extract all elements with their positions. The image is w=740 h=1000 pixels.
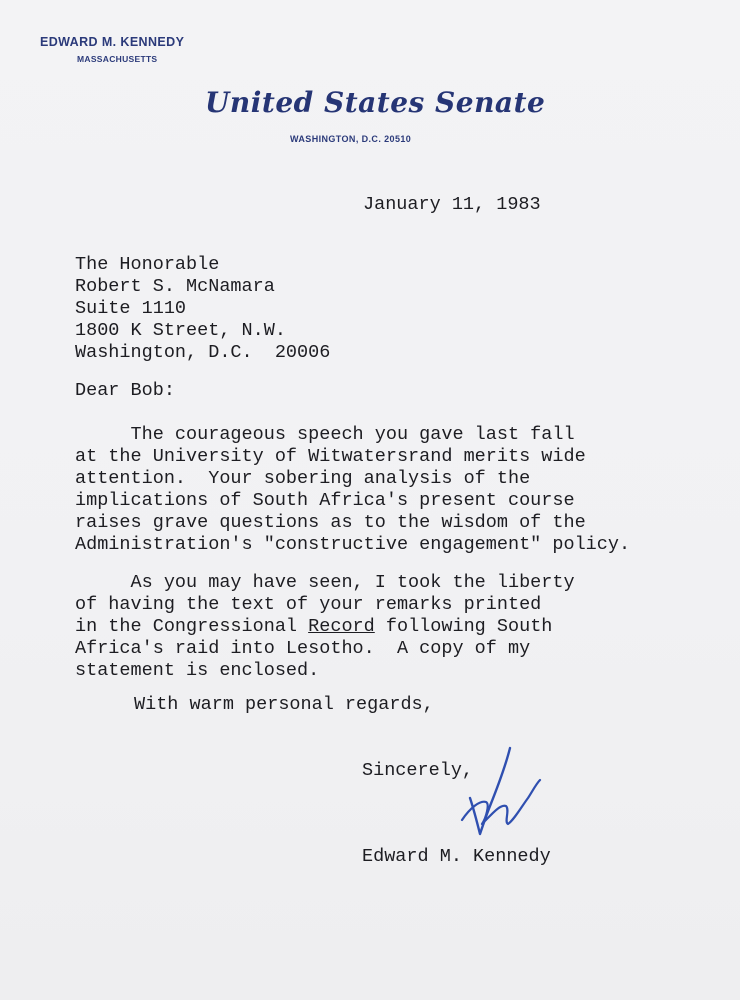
paragraph-line: Africa's raid into Lesotho. A copy of my [75,638,531,659]
underlined-record: Record [308,616,375,637]
signature-name: Edward M. Kennedy [362,846,551,867]
recipient-line: Suite 1110 [75,298,187,319]
paragraph-line: As you may have seen, I took the liberty [75,572,575,593]
paragraph-1 [75,424,630,556]
paragraph-line-segment: following South [374,616,553,637]
paragraph-line [75,616,575,638]
paragraph-line: at the University of Witwatersrand merits wide [75,446,586,467]
paragraph-line: of having the text of your remarks printed [75,594,542,615]
closing-line: With warm personal regards, [134,694,434,715]
handwritten-signature [452,740,582,840]
recipient-address [75,254,330,364]
salutation: Dear Bob: [75,380,175,401]
paragraph-2 [75,572,575,682]
letter-date: January 11, 1983 [363,194,541,215]
paragraph-line: implications of South Africa's present course [75,490,575,511]
signoff: Sincerely, [362,760,474,781]
recipient-line: 1800 K Street, N.W. [75,320,286,341]
recipient-line: The Honorable [75,254,220,275]
paragraph-line: Administration's "constructive engagement" policy. [75,534,631,555]
letterhead-senator-name: EDWARD M. KENNEDY [40,35,185,49]
paragraph-line: The courageous speech you gave last fall [75,424,575,445]
letterhead-institution: United States Senate [205,86,546,119]
recipient-line: Robert S. McNamara [75,276,275,297]
recipient-line: Washington, D.C. 20006 [75,342,331,363]
paragraph-line-segment: in the Congressional [75,616,309,637]
letterhead-address: WASHINGTON, D.C. 20510 [290,134,412,144]
paragraph-line: attention. Your sobering analysis of the [75,468,531,489]
letterhead-state: MASSACHUSETTS [77,54,158,64]
paragraph-line: statement is enclosed. [75,660,320,681]
paragraph-line: raises grave questions as to the wisdom of the [75,512,586,533]
